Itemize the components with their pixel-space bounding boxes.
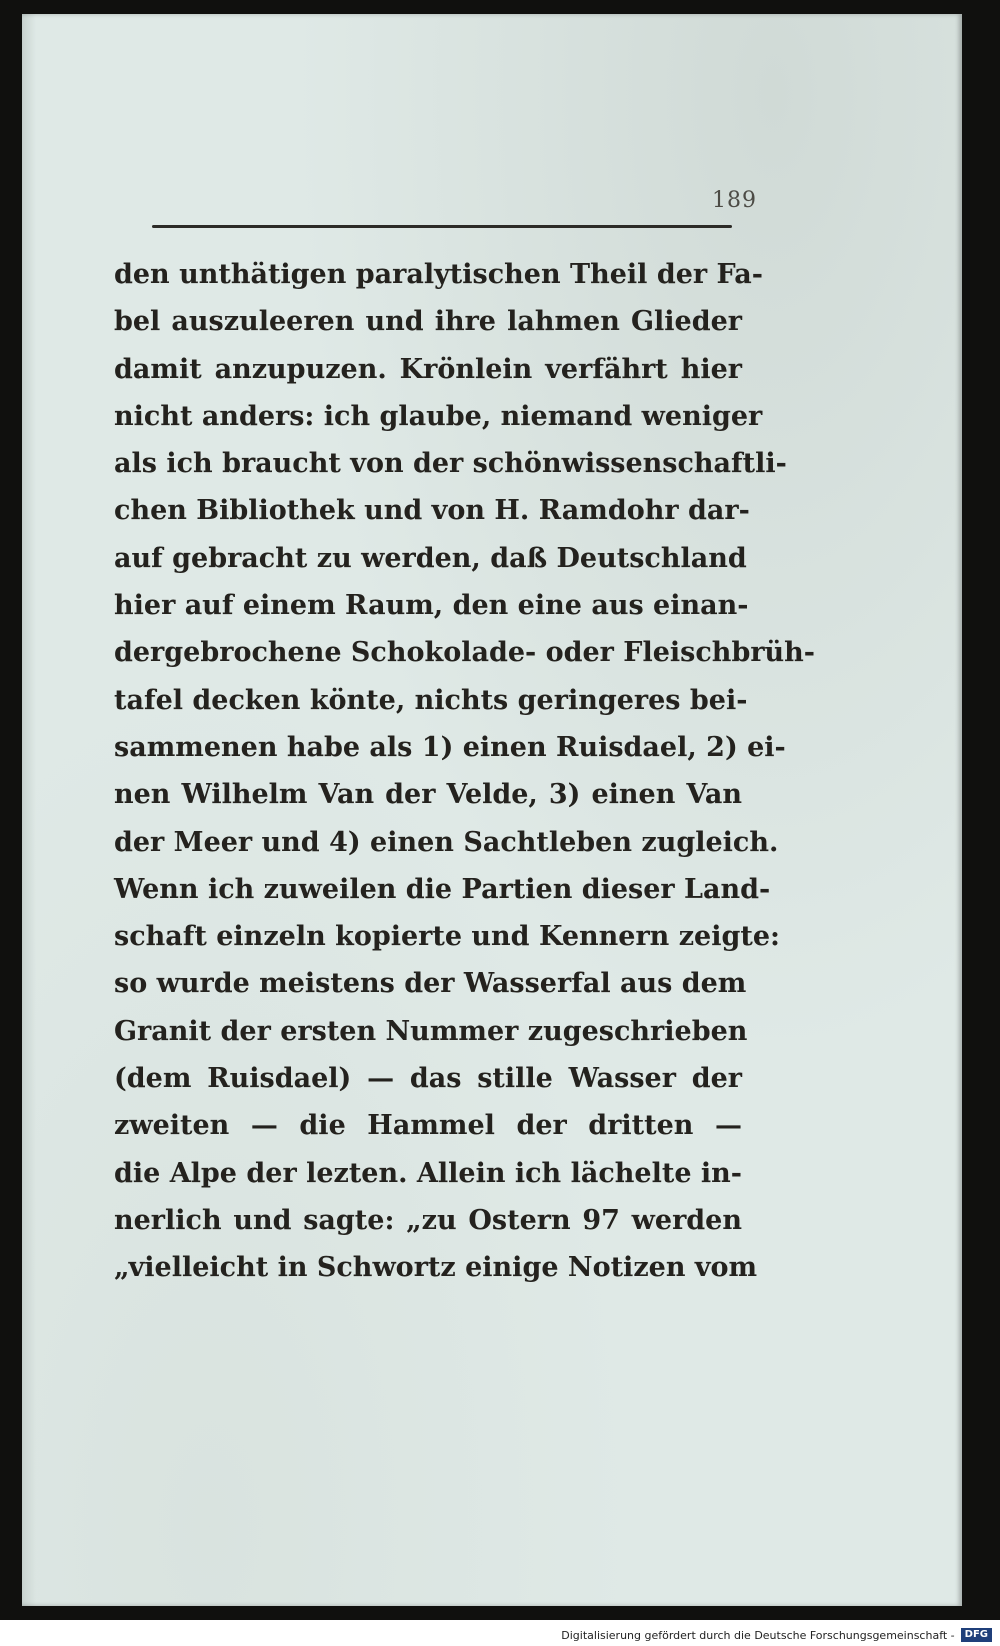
text-line: als ich braucht von der schönwissenschaftli- <box>114 448 787 480</box>
text-line: bel auszuleeren und ihre lahmen Glieder <box>114 306 742 338</box>
text-line: den unthätigen paralytischen Theil der Fa- <box>114 259 763 290</box>
credit-text: Digitalisierung gefördert durch die Deutsche Forschungsgemeinschaft - <box>561 1628 955 1642</box>
text-line: nicht anders: ich glaube, niemand weniger <box>114 400 763 432</box>
text-line: damit anzupuzen. Krönlein verfährt hier <box>114 353 742 385</box>
text-line: die Alpe der lezten. Allein ich lächelte in- <box>114 1157 742 1189</box>
book-page <box>22 14 962 1606</box>
text-line: chen Bibliothek und von H. Ramdohr dar- <box>114 495 750 527</box>
text-line: zweiten — die Hammel der dritten — <box>114 1110 742 1142</box>
text-line: sammenen habe als 1) einen Ruisdael, 2) ei- <box>114 731 786 763</box>
funding-credit <box>561 1626 992 1644</box>
text-line: (dem Ruisdael) — das stille Wasser der <box>114 1063 742 1095</box>
dfg-logo: DFG <box>961 1628 992 1642</box>
text-line: hier auf einem Raum, den eine aus einan- <box>114 590 749 622</box>
text-line: so wurde meistens der Wasserfal aus dem <box>114 968 747 1000</box>
text-line: nerlich und sagte: „zu Ostern 97 werden <box>114 1204 742 1236</box>
text-line: der Meer und 4) einen Sachtleben zugleich. <box>114 826 779 858</box>
text-line: Granit der ersten Nummer zugeschrieben <box>114 1015 748 1047</box>
text-line: dergebrochene Schokolade- oder Fleischbrüh- <box>114 637 816 669</box>
text-line: „vielleicht in Schwortz einige Notizen vom <box>114 1252 758 1284</box>
text-line: schaft einzeln kopierte und Kennern zeigte: <box>114 921 780 953</box>
page-number: 189 <box>712 188 757 213</box>
text-line: auf gebracht zu werden, daß Deutschland <box>114 542 747 574</box>
text-line: tafel decken könte, nichts geringeres bei- <box>114 684 748 716</box>
text-line: Wenn ich zuweilen die Partien dieser Land- <box>114 873 771 905</box>
body-text <box>114 251 816 1292</box>
header-rule <box>152 225 732 228</box>
text-line: nen Wilhelm Van der Velde, 3) einen Van <box>114 779 742 811</box>
